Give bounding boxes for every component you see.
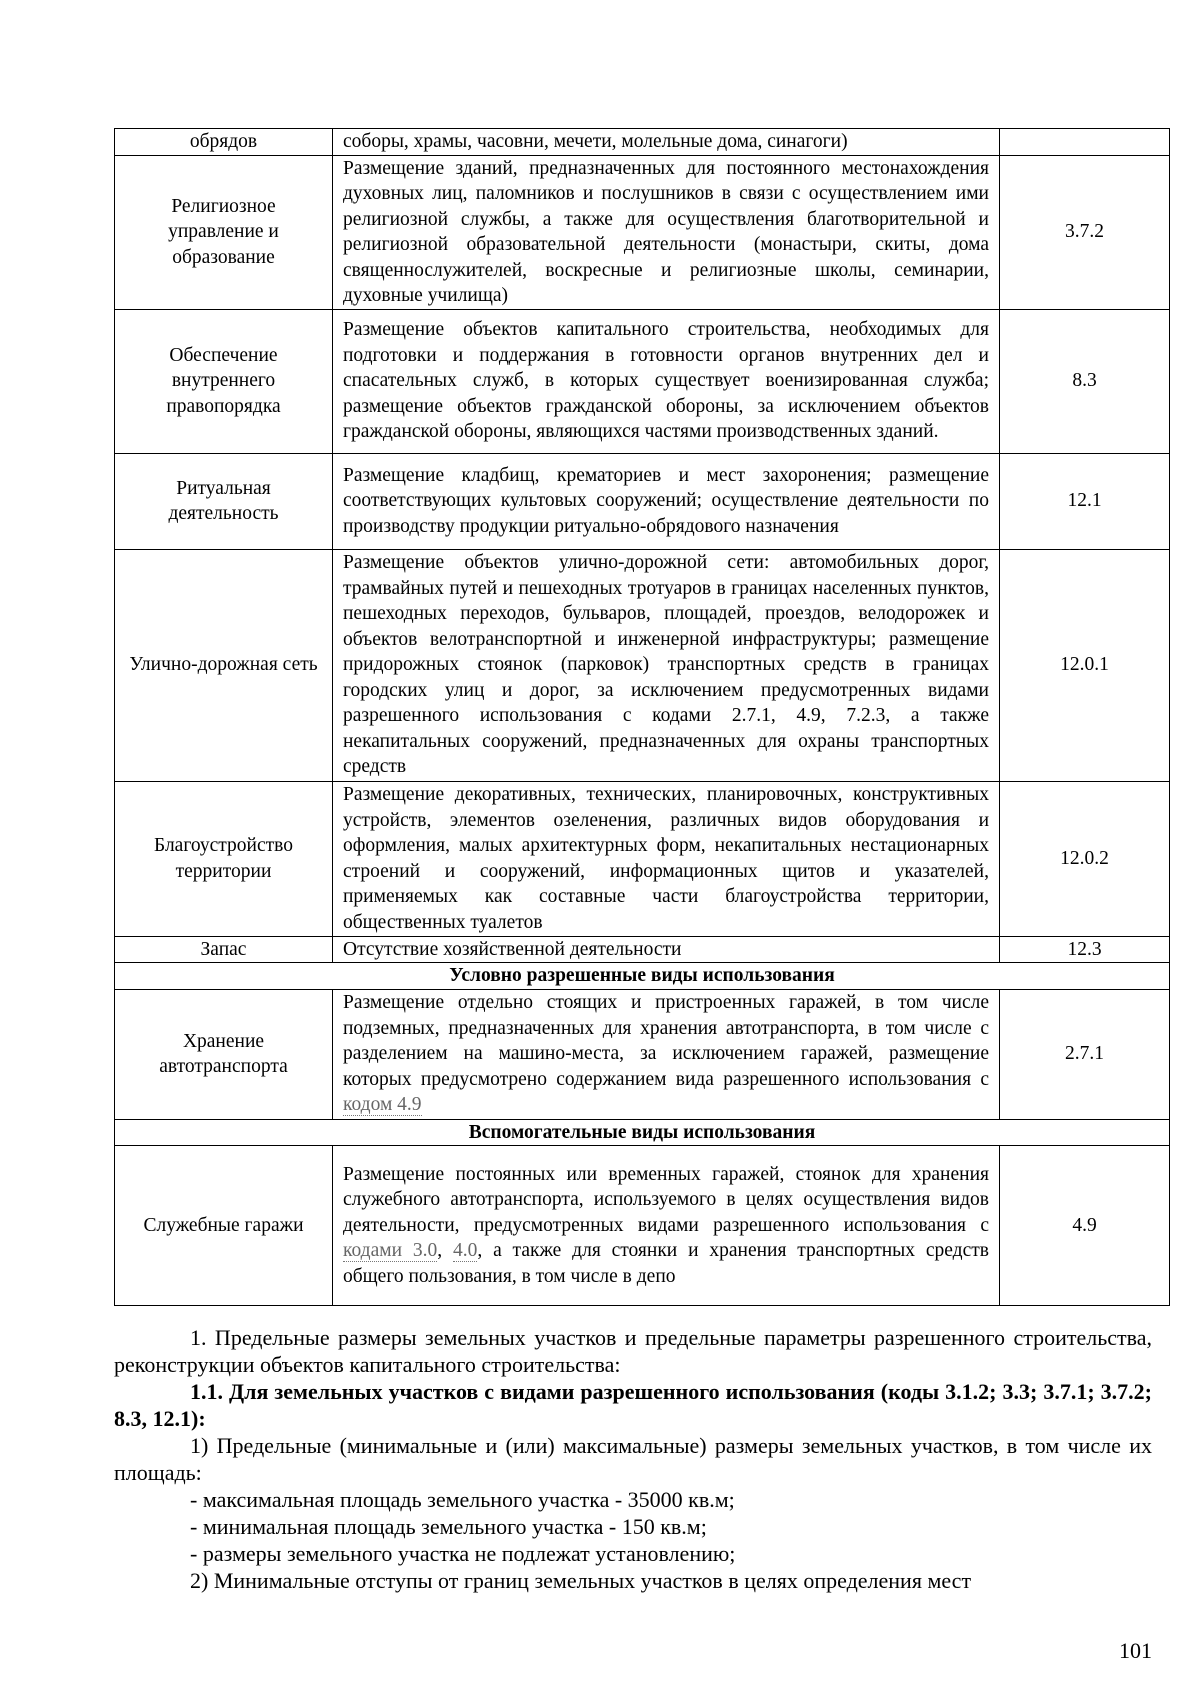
use-description-cell: Размещение кладбищ, крематориев и мест захоронения; размещение соответствующих культовых сооружений; осуществление деятельности по производству продукции ритуально-обрядового назначения xyxy=(333,453,1000,549)
land-use-table xyxy=(114,128,1170,1306)
description-text: Размещение постоянных или временных гаражей, стоянок для хранения служебного автотранспорта, используемого в целях осуществления видов деятельности, предусмотренных видами разрешенного использования с xyxy=(343,1163,989,1236)
body-text xyxy=(114,1324,1152,1594)
description-text: Размещение отдельно стоящих и пристроенных гаражей, в том числе подземных, предназначенных для хранения автотранспорта, в том числе с разделением на машино-места, за исключением гаражей, размещение которых предусмотрено содержанием вида разрешенного использования с xyxy=(343,992,989,1090)
use-code-cell: 8.3 xyxy=(1000,309,1170,453)
use-description-cell: Размещение зданий, предназначенных для постоянного местонахождения духовных лиц, паломников и послушников в связи с осуществлением ими религиозной службы, а также для осуществления благотворительной и религиозной образовательной деятельности (монастыри, скиты, дома священнослужителей, воскресные и религиозные школы, семинарии, духовные училища) xyxy=(333,155,1000,309)
list-item: - размеры земельного участка не подлежат установлению; xyxy=(190,1541,736,1566)
code-link[interactable]: кодами 3.0 xyxy=(343,1240,438,1262)
use-description-cell xyxy=(333,989,1000,1119)
use-description-cell: Размещение объектов улично-дорожной сети: автомобильных дорог, трамвайных путей и пешеходных тротуаров в границах населенных пунктов, пешеходных переходов, бульваров, площадей, проездов, велодорожек и объектов велотранспортной и инженерной инфраструктуры; размещение придорожных стоянок (парковок) транспортных средств в границах городских улиц и дорог, за исключением предусмотренных видами разрешенного использования с кодами 2.7.1, 4.9, 7.2.3, а также некапитальных сооружений, предназначенных для охраны транспортных средств xyxy=(333,549,1000,781)
use-name-cell: Запас xyxy=(115,936,333,963)
use-description-cell: соборы, храмы, часовни, мечети, молельные дома, синагоги) xyxy=(333,129,1000,156)
section-heading-conditional: Условно разрешенные виды использования xyxy=(115,963,1170,990)
code-link[interactable]: кодом 4.9 xyxy=(343,1094,422,1116)
paragraph: 2) Минимальные отступы от границ земельных участков в целях определения мест xyxy=(190,1568,972,1593)
table-row xyxy=(115,309,1170,453)
use-description-cell: Размещение декоративных, технических, планировочных, конструктивных устройств, элементов озеленения, различных видов оборудования и оформления, малых архитектурных форм, некапитальных нестационарных строений и сооружений, информационных щитов и указателей, применяемых как составные части благоустройства территории, общественных туалетов xyxy=(333,781,1000,936)
use-description-cell: Отсутствие хозяйственной деятельности xyxy=(333,936,1000,963)
use-code-cell: 12.3 xyxy=(1000,936,1170,963)
use-name-cell: Хранение автотранспорта xyxy=(115,989,333,1119)
use-code-cell: 3.7.2 xyxy=(1000,155,1170,309)
use-name-cell: Религиозное управление и образование xyxy=(115,155,333,309)
use-name-cell: Обеспечение внутреннего правопорядка xyxy=(115,309,333,453)
use-code-cell xyxy=(1000,129,1170,156)
section-header-row xyxy=(115,963,1170,990)
table-row xyxy=(115,1146,1170,1306)
use-name-cell: обрядов xyxy=(115,129,333,156)
use-code-cell: 2.7.1 xyxy=(1000,989,1170,1119)
table-row xyxy=(115,781,1170,936)
description-text: , а также для стоянки и хранения транспортных средств общего пользования, в том числе в депо xyxy=(343,1240,989,1287)
paragraph: 1) Предельные (минимальные и (или) максимальные) размеры земельных участков, в том числе их площадь: xyxy=(114,1433,1152,1485)
table-row xyxy=(115,155,1170,309)
table-row xyxy=(115,549,1170,781)
use-name-cell: Улично-дорожная сеть xyxy=(115,549,333,781)
use-code-cell: 12.0.1 xyxy=(1000,549,1170,781)
use-name-cell: Благоустройство территории xyxy=(115,781,333,936)
use-code-cell: 12.1 xyxy=(1000,453,1170,549)
paragraph: 1. Предельные размеры земельных участков и предельные параметры разрешенного строительства, реконструкции объектов капитального строительства: xyxy=(114,1325,1152,1377)
use-name-cell: Ритуальная деятельность xyxy=(115,453,333,549)
description-text: , xyxy=(437,1240,453,1262)
use-description-cell xyxy=(333,1146,1000,1306)
list-item: - минимальная площадь земельного участка - 150 кв.м; xyxy=(190,1514,707,1539)
use-name-cell: Служебные гаражи xyxy=(115,1146,333,1306)
table-row xyxy=(115,936,1170,963)
section-header-row xyxy=(115,1119,1170,1146)
page-number: 101 xyxy=(1119,1638,1152,1663)
use-code-cell: 4.9 xyxy=(1000,1146,1170,1306)
table-row xyxy=(115,989,1170,1119)
list-item: - максимальная площадь земельного участка - 35000 кв.м; xyxy=(190,1487,735,1512)
table-row xyxy=(115,453,1170,549)
section-heading-auxiliary: Вспомогательные виды использования xyxy=(115,1119,1170,1146)
subsection-heading: 1.1. Для земельных участков с видами разрешенного использования (коды 3.1.2; 3.3; 3.7.1; 3.7.2; 8.3, 12.1): xyxy=(114,1379,1152,1431)
table-row xyxy=(115,129,1170,156)
use-code-cell: 12.0.2 xyxy=(1000,781,1170,936)
code-link[interactable]: 4.0 xyxy=(452,1240,478,1262)
use-description-cell: Размещение объектов капитального строительства, необходимых для подготовки и поддержания в готовности органов внутренних дел и спасательных служб, в которых существует военизированная служба; размещение объектов гражданской обороны, за исключением объектов гражданской обороны, являющихся частями производственных зданий. xyxy=(333,309,1000,453)
